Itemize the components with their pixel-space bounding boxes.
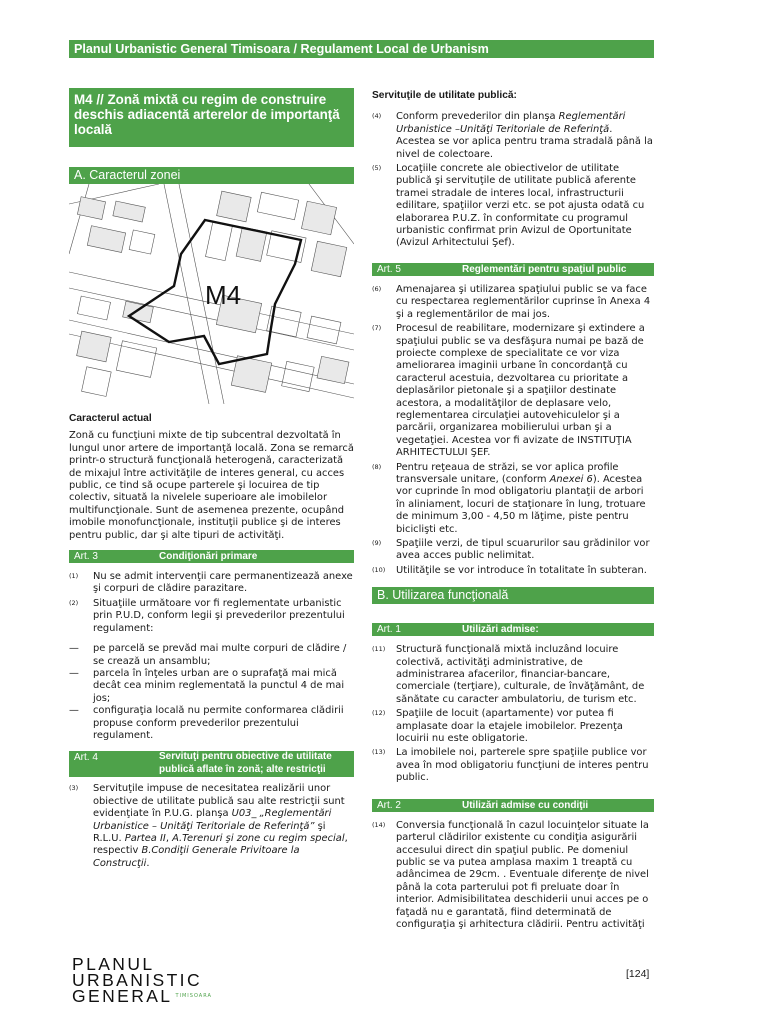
paragraph-text: La imobilele noi, parterele spre spaţiile publice vor avea în mod obligatoriu funcţiuni de interes pentru public. (396, 747, 649, 784)
caracter-actual-text: Zonă cu funcţiuni mixte de tip subcentral dezvoltată în lungul unor artere de importanţă locală. Zona se remarcă printr-o structură funcţională heterogenă, caracterizată de mixajul între activităţile de interes general, cu acces public, ce tind să ocupe parterele şi locuirea de tip colectiv, situată la nivelele superioare ale imobilelor multifuncţionale. Sunt de asemenea prezente, ocupând imobile monofuncţionale, instituţii publice şi de interes pentru public, dar şi alte tipuri de activităţi. (69, 430, 354, 541)
paragraph-7 (372, 323, 654, 459)
paragraph-8 (372, 462, 654, 536)
paragraph-4 (372, 111, 654, 161)
paragraph-number: (14) (372, 820, 386, 829)
dash-marker: — (69, 705, 79, 717)
left-column (69, 88, 354, 872)
list-item-text: parcela în înţeles urban are o suprafaţă mai mică decât cea minim reglementată la punctul 4 de mai jos; (93, 667, 345, 704)
art-4-title-line-1: Servituţi pentru obiective de utilitate (159, 751, 332, 763)
paragraph-number: (10) (372, 565, 386, 574)
art-1-title: Utilizări admise: (462, 624, 539, 636)
section-b-heading: B. Utilizarea funcţională (372, 587, 654, 604)
art-2-bar (372, 799, 654, 812)
logo-line-3: GENERAL (72, 986, 173, 1006)
paragraph-number: (1) (69, 572, 79, 581)
art-5-title: Reglementări pentru spaţiul public (462, 263, 627, 275)
list-item (69, 668, 354, 705)
list-item (69, 705, 354, 742)
paragraph-number: (7) (372, 324, 382, 333)
art-1-bar (372, 623, 654, 636)
paragraph-6 (372, 284, 654, 321)
paragraph-text: Pentru reţeaua de străzi, se vor aplica profile transversale unitare, (conform Anexei 6). Acestea vor cuprinde în mod obligatoriu plantaţii de arbori în aliniament, locuri de staţionare în lung, trotuare de minimum 3,00 - 4,50 m lăţime, piste pentru biciclişti etc. (396, 461, 646, 535)
document-header: Planul Urbanistic General Timisoara / Regulament Local de Urbanism (69, 40, 654, 58)
paragraph-text: Amenajarea şi utilizarea spaţiului public se va face cu respectarea reglementărilor cuprinse în Anexa 4 şi a reglementărilor de mai jos. (396, 283, 651, 320)
paragraph-number: (3) (69, 784, 79, 793)
paragraph-text: Conform prevederilor din planşa Reglementări Urbanistice –Unităţi Teritoriale de Referinţă. Acestea se vor aplica pentru trama stradală până la nivel de colectoare. (396, 111, 653, 160)
paragraph-number: (13) (372, 748, 386, 757)
logo-line-2: URBANISTIC (72, 970, 202, 990)
art-3-content (69, 571, 354, 742)
art-3-number: Art. 3 (74, 551, 98, 563)
logo-subtitle: TIMISOARA (175, 992, 212, 999)
page-number: [124] (626, 968, 650, 980)
logo-line-1: PLANUL (72, 954, 155, 974)
paragraph-number: (11) (372, 645, 386, 654)
list-item-text: pe parcelă se prevăd mai multe corpuri de clădire / se crează un ansamblu; (93, 643, 347, 667)
art-5-bar (372, 263, 654, 276)
art-3-bar (69, 550, 354, 563)
list-item-text: configuraţia locală nu permite conformarea clădirii propuse conform prevederilor prezentului regulament. (93, 705, 344, 741)
paragraph-1 (69, 571, 354, 596)
paragraph-number: (4) (372, 112, 382, 121)
art-4-title-line-2: publică aflate în zonă; alte restricţii (159, 763, 326, 775)
art-4-bar (69, 751, 354, 777)
paragraph-text: Utilităţile se vor introduce în totalitate în subteran. (396, 564, 647, 576)
paragraph-13 (372, 747, 654, 784)
art-4-number: Art. 4 (74, 752, 98, 764)
map-zone-label: M4 (205, 280, 242, 310)
art-2-title: Utilizări admise cu condiţii (462, 799, 589, 811)
dash-marker: — (69, 643, 79, 655)
paragraph-5 (372, 163, 654, 250)
paragraph-14 (372, 820, 654, 932)
right-column (372, 88, 654, 933)
paragraph-text: Spaţiile verzi, de tipul scuarurilor sau grădinilor vor avea acces public nelimitat. (396, 538, 650, 562)
paragraph-number: (6) (372, 284, 382, 293)
paragraph-number: (8) (372, 462, 382, 471)
paragraph-9 (372, 538, 654, 563)
cadastral-map-image (69, 184, 354, 404)
paragraph-11 (372, 644, 654, 706)
list-item (69, 643, 354, 668)
paragraph-10 (372, 565, 654, 577)
servituti-heading: Servituţile de utilitate publică: (372, 90, 517, 101)
paragraph-text: Situaţiile următoare vor fi reglementate urbanistic prin P.U.D, conform legii şi prevederilor prezentului regulament: (93, 597, 345, 634)
dash-marker: — (69, 667, 79, 679)
paragraph-number: (9) (372, 539, 382, 547)
pug-logo (72, 956, 232, 1006)
paragraph-number: (5) (372, 164, 382, 173)
art-1-number: Art. 1 (377, 624, 401, 636)
paragraph-text: Servituţile impuse de necesitatea realizării unor obiective de utilitate publică sau alte restricţii sunt evidenţiate în P.U.G. planşa U03_ „Reglementări Urbanistice – Unităţi Teritoriale de Referinţă” şi R.L.U. Partea II, A.Terenuri şi zone cu regim special, respectiv B.Condiţii Generale Privitoare la Construcţii. (93, 783, 348, 869)
paragraph-2 (69, 598, 354, 635)
paragraph-12 (372, 708, 654, 745)
paragraph-text: Nu se admit intervenţii care permanentizează anexe şi corpuri de clădire parazitare. (93, 571, 353, 595)
paragraph-text: Procesul de reabilitare, modernizare şi extindere a spaţiului public se va desfăşura numai pe bază de proiecte complexe de specialitate ce vor viza ameliorarea imaginii urbane în concordanţă cu caracterul acestuia, dezvoltarea cu prioritate a deplasărilor pietonale şi a spaţiilor destinate acestora, a modalităţilor de deplasare velo, reglementarea circulaţiei autovehiculelor şi a parcării, organizarea mobilierului urban şi a vegetaţiei. Acestea vor fi avizate de INSTITUŢIA ARHITECTULUI ŞEF. (396, 323, 645, 459)
paragraph-number: (2) (69, 598, 79, 607)
section-a-heading: A. Caracterul zonei (69, 167, 354, 184)
paragraph-3 (69, 783, 354, 870)
paragraph-text: Conversia funcţională în cazul locuinţelor situate la parterul clădirilor existente cu condiţia asigurării accesului direct din spaţiul public. Pe domeniul public se va putea amplasa maxim 1 treaptă cu adâncimea de 29cm. . Eventuale diferenţe de nivel până la cota parterului pot fi preluate doar în interior. Admisibilitatea deschiderii unui acces pe o faţadă nu e garantată, fiind determinată de configuraţia şi arhitectura clădirii. Pentru activităţi (396, 819, 649, 930)
art-5-number: Art. 5 (377, 263, 401, 275)
art-2-number: Art. 2 (377, 799, 401, 811)
caracter-actual-heading: Caracterul actual (69, 413, 152, 424)
art-3-title: Condiţionări primare (159, 551, 258, 563)
paragraph-number: (12) (372, 709, 386, 718)
paragraph-text: Locaţiile concrete ale obiectivelor de utilitate publică şi servituţile de utilitate publică aferente tramei stradale de interes local, infrastructurii edilitare, spaţiilor verzi etc. se pot ajusta odată cu elaborarea P.U.Z. în conformitate cu programul urbanistic confirmat prin Avizul de Oportunitate (Avizul Arhitectului Şef). (396, 163, 645, 249)
zone-title: M4 // Zonă mixtă cu regim de construire deschis adiacentă arterelor de importanţă locală (69, 88, 354, 147)
paragraph-text: Structură funcţională mixtă incluzând locuire colectivă, activităţi administrative, de administrarea afacerilor, financiar-bancare, comerciale (terţiare), culturale, de învăţământ, de sănătate cu caracter ambulatoriu, de turism etc. (396, 644, 645, 705)
zone-map (69, 184, 354, 404)
paragraph-text: Spaţiile de locuit (apartamente) vor putea fi amplasate doar la etajele imobilelor. Prezenţa locuirii nu este obligatorie. (396, 708, 623, 745)
